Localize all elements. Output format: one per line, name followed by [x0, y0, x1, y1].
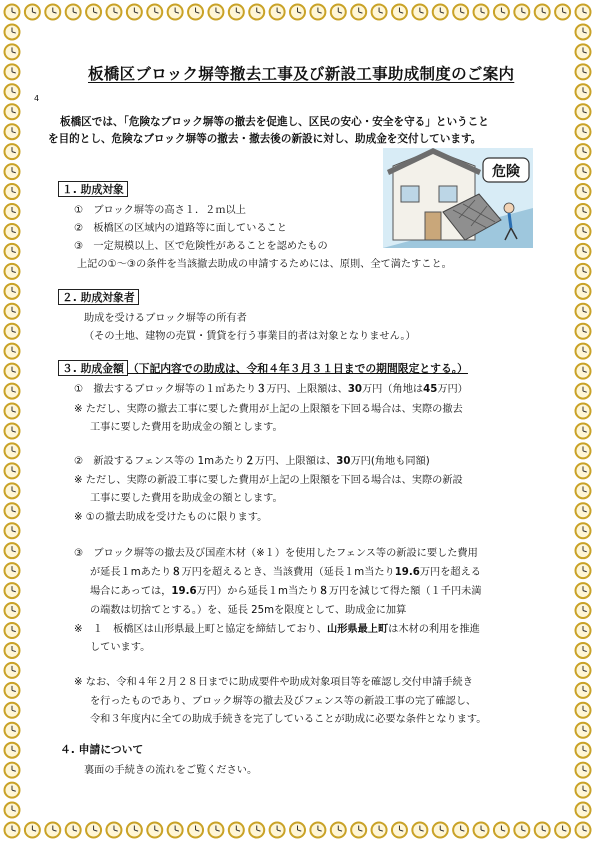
section-3-item-3-footnote-1: ※ １ 板橋区は山形県最上町と協定を締結しており、山形県最上町は木材の利用を推進 [74, 624, 480, 635]
intro-line-1: 板橋区では、「危険なブロック塀等の撤去を促進し、区民の安心・安全を守る」ということ [60, 116, 489, 128]
section-3-item-3-line-1: ③ ブロック塀等の撤去及び国産木材（※１）を使用したフェンス等の新設に要した費用 [74, 548, 478, 559]
section-3-note-1: ※ なお、令和４年２月２８日までに助成要件や助成対象項目等を確認し交付申請手続き [74, 677, 473, 688]
section-2-line-1: 助成を受けるブロック塀等の所有者 [84, 313, 247, 324]
intro-line-2: を目的とし、危険なブロック塀等の撤去・撤去後の新設に対し、助成金を交付しています。 [48, 133, 482, 145]
section-3-item-3-line-3: 場合にあっては，19.6万円）から延長１m当たり８万円を減じて得た額（１千円未満 [90, 586, 482, 597]
section-4-line: 裏面の手続きの流れをご覧ください。 [84, 765, 258, 776]
section-3-heading-note: （下記内容での助成は、令和４年３月３１日までの期間限定とする。） [127, 362, 468, 375]
section-1-item-3: ③ 一定規模以上、区で危険性があることを認めたもの [74, 241, 328, 252]
section-3-item-2: ② 新設するフェンス等の 1mあたり２万円、上限額は、30万円(角地も同額) [74, 456, 430, 467]
section-3-item-2-note-2: 工事に要した費用を助成金の額とします。 [90, 493, 283, 504]
section-3-note-3: 令和３年度内に全ての助成手続きを完了していることが助成に必要な条件となります。 [90, 714, 487, 725]
danger-sign-label: 危険 [492, 164, 520, 180]
section-1-item-2: ② 板橋区の区域内の道路等に面していること [74, 223, 287, 234]
section-4-heading: ４. 申請について [60, 743, 144, 756]
section-1-item-1: ① ブロック塀等の高さ１．２ｍ以上 [74, 205, 246, 216]
section-2-line-2: （その土地、建物の売買・賃貸を行う事業目的者は対象となりません。） [84, 331, 416, 342]
page-marker: 4 [34, 94, 40, 103]
section-3-note-2: を行ったものであり、ブロック塀等の撤去及びフェンス等の新設工事の完了確認し、 [90, 696, 477, 707]
section-1-heading: １. 助成対象 [58, 181, 128, 197]
section-3-item-2-note-3: ※ ①の撤去助成を受けたものに限ります。 [74, 512, 268, 523]
section-2-heading: ２. 助成対象者 [58, 289, 139, 305]
section-3-item-3-line-4: の端数は切捨てとする。）を、延長 25mを限度として、助成金に加算 [90, 605, 407, 616]
section-3-item-3-footnote-2: しています。 [90, 642, 151, 653]
house-danger-illustration [383, 148, 533, 248]
section-3-item-3-line-2: が延長１mあたり８万円を超えるとき、当該費用（延長１m当たり19.6万円を超える [90, 567, 481, 578]
document-title: 板橋区ブロック塀等撤去工事及び新設工事助成制度のご案内 [88, 65, 515, 83]
section-3-item-1-note-2: 工事に要した費用を助成金の額とします。 [90, 422, 283, 433]
section-3-item-1: ① 撤去するブロック塀等の１㎡あたり３万円、上限額は、30万円（角地は45万円） [74, 384, 468, 395]
section-3-heading: ３. 助成金額 [58, 360, 128, 376]
section-1-note: 上記の①～③の条件を当該撤去助成の申請するためには、原則、全て満たすこと。 [77, 259, 452, 270]
section-3-item-1-note-1: ※ ただし、実際の撤去工事に要した費用が上記の上限額を下回る場合は、実際の撤去 [74, 404, 463, 415]
section-3-item-2-note-1: ※ ただし、実際の新設工事に要した費用が上記の上限額を下回る場合は、実際の新設 [74, 475, 463, 486]
